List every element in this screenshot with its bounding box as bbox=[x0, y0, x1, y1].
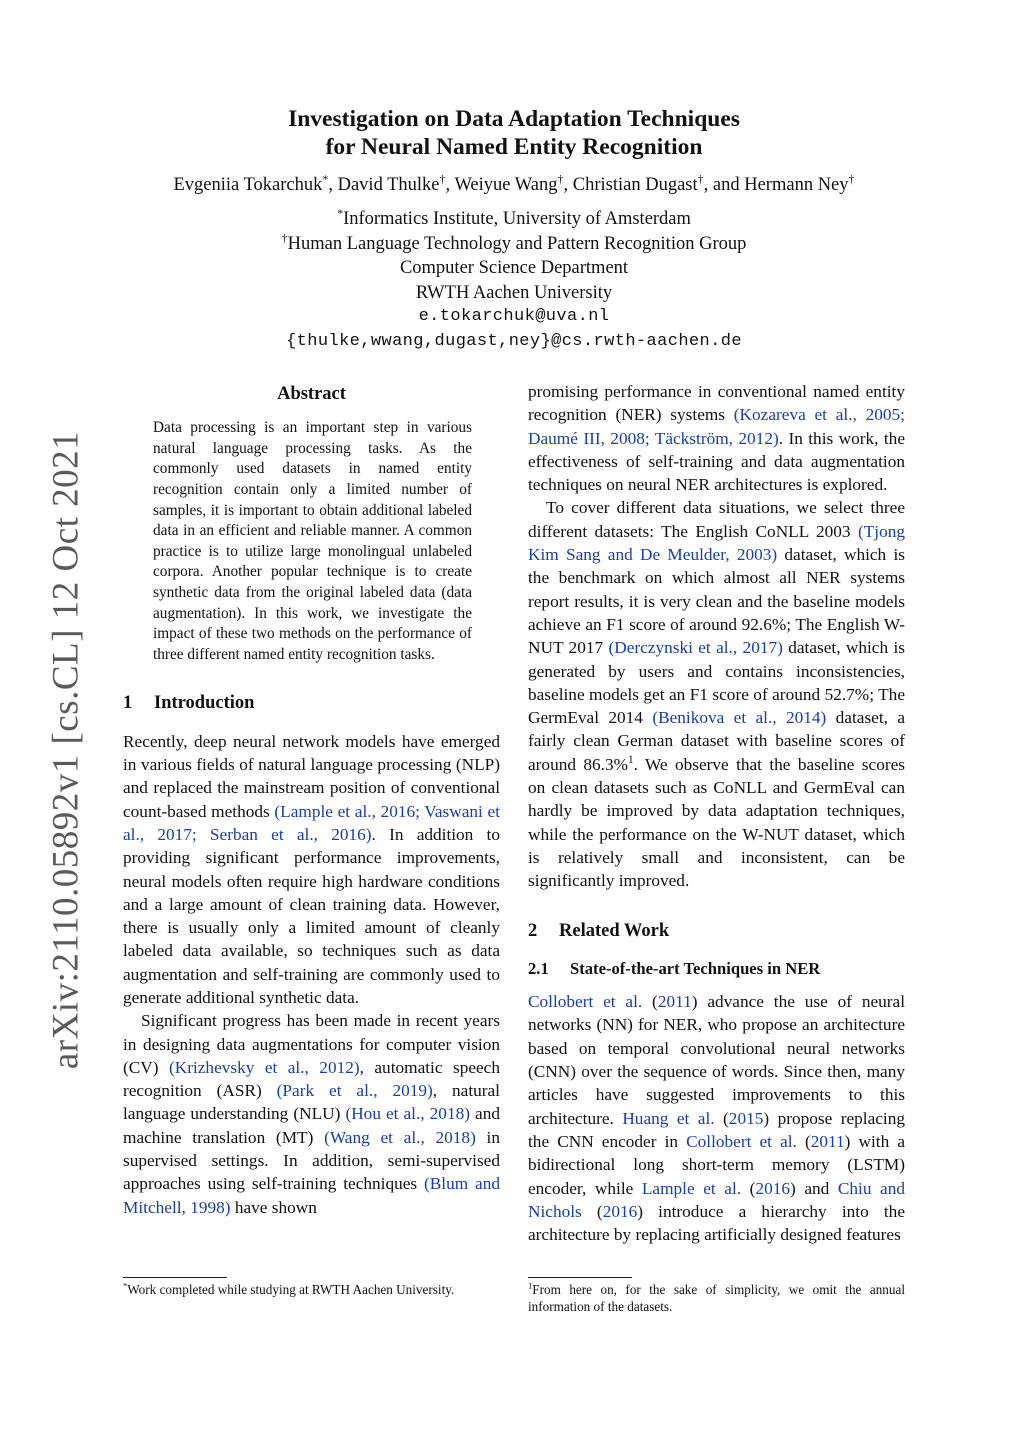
footnote-ref[interactable]: 1 bbox=[628, 753, 634, 766]
paragraph-text: , automatic speech recognition (ASR) bbox=[123, 1057, 500, 1101]
paragraph-text: promising performance in conventional named entity recognition (NER) systems bbox=[528, 382, 905, 425]
affiliation-2-mark: † bbox=[281, 230, 288, 245]
citation-link[interactable]: (Blum and Mitchell, 1998) bbox=[123, 1174, 501, 1217]
paragraph-text: ) advance the use of neural networks (NN) for NER, who propose an architecture based on temporal convolutional neural networks (CNN) over the sequence of words. Since then, many articles have suggested improvements to this architecture. bbox=[528, 992, 905, 1128]
subsection-2-1-title: State-of-the-art Techniques in NER bbox=[570, 958, 821, 978]
author-affiliation-mark: † bbox=[557, 171, 564, 186]
footnote-right-mark: 1 bbox=[528, 1280, 533, 1291]
arxiv-identifier: arXiv:2110.05892v1 [cs.CL] 12 Oct 2021 bbox=[45, 430, 87, 1070]
email-1[interactable]: e.tokarchuk@uva.nl bbox=[418, 307, 610, 326]
citation-link[interactable]: (Tjong Kim Sang and De Meulder, 2003) bbox=[528, 521, 905, 565]
paragraph-text: ( bbox=[796, 1131, 811, 1151]
university: RWTH Aachen University bbox=[415, 282, 613, 303]
citation-link[interactable]: Huang et al. bbox=[622, 1108, 715, 1128]
paragraph-text: , natural language understanding (NLU) bbox=[123, 1081, 500, 1124]
footnote-rule-left bbox=[123, 1277, 227, 1278]
title-line-1: Investigation on Data Adaptation Techniques bbox=[288, 106, 740, 132]
footnote-right bbox=[528, 1281, 905, 1315]
paragraph-text: ( bbox=[642, 992, 658, 1012]
paragraph-text: ) and bbox=[789, 1178, 838, 1198]
author-name: Evgeniia Tokarchuk bbox=[173, 175, 323, 195]
paragraph-text: ) propose replacing the CNN encoder in bbox=[528, 1108, 906, 1151]
paragraph-text: dataset, which is the benchmark on which almost all NER systems report results, it is very clean and the baseline models achieve an F1 score of around 92.6%; The English W-NUT 2017 bbox=[528, 545, 905, 658]
abstract-body: Data processing is an important step in various natural language processing tasks. As the commonly used datasets in named entity recognition contain only a limited number of samples, it is important to obtain additional labeled data in an efficient and reliable manner. A common practice is to utilize large monolingual unlabeled corpora. Another popular technique is to create synthetic data from the original labeled data (data augmentation). In this work, we investigate the impact of these two methods on the performance of three different named entity recognition tasks. bbox=[153, 419, 472, 663]
citation-link[interactable]: (Krizhevsky et al., 2012) bbox=[168, 1057, 360, 1077]
section-2-heading bbox=[528, 920, 905, 943]
citation-link[interactable]: 2011 bbox=[810, 1131, 845, 1151]
paragraph-text: ( bbox=[581, 1201, 603, 1221]
paper-header bbox=[120, 105, 908, 354]
subsection-2-1-heading bbox=[528, 957, 905, 980]
author-affiliation-mark: † bbox=[697, 171, 704, 186]
author-name: Hermann Ney bbox=[744, 175, 849, 195]
citation-link[interactable]: 2011 bbox=[657, 992, 692, 1012]
email-2[interactable]: {thulke,wwang,dugast,ney}@cs.rwth-aachen.de bbox=[286, 331, 742, 351]
citation-link[interactable]: (Park et al., 2019) bbox=[276, 1081, 433, 1101]
footnote-rule-right bbox=[528, 1277, 632, 1278]
paragraph-text: dataset, which is generated by users and contains inconsistencies, baseline models get an F1 score of around 52.7%; The GermEval 2014 bbox=[528, 638, 905, 728]
citation-link[interactable]: (Derczynski et al., 2017) bbox=[608, 638, 783, 658]
author-separator: , and bbox=[703, 175, 745, 195]
related-paragraph-1 bbox=[528, 990, 905, 1246]
paragraph-text: . In this work, the effectiveness of self-training and data augmentation techniques on neural NER architectures is explored. bbox=[528, 428, 905, 495]
footnote-left bbox=[123, 1281, 500, 1298]
author-name: Christian Dugast bbox=[572, 175, 698, 195]
author-affiliation-mark: * bbox=[322, 171, 329, 186]
paragraph-text: and machine translation (MT) bbox=[123, 1104, 500, 1147]
citation-link[interactable]: 2016 bbox=[755, 1178, 790, 1198]
right-column bbox=[528, 380, 905, 1246]
paper-title bbox=[120, 105, 908, 161]
author-separator: , bbox=[445, 175, 455, 195]
paragraph-text: Significant progress has been made in recent years in designing data augmentations for computer vision (CV) bbox=[123, 1011, 500, 1077]
affiliation-1 bbox=[120, 207, 908, 232]
title-line-2: for Neural Named Entity Recognition bbox=[325, 134, 703, 160]
section-2-number: 2 bbox=[528, 920, 538, 941]
paragraph-text: dataset, a fairly clean German dataset with baseline scores of around 86.3% bbox=[528, 708, 905, 774]
intro-paragraph-3 bbox=[528, 380, 905, 496]
affiliation-2 bbox=[120, 232, 908, 257]
citation-link[interactable]: (Lample et al., 2016; Vaswani et al., 2017; Serban et al., 2016) bbox=[123, 801, 501, 844]
author-separator: , bbox=[328, 175, 338, 195]
intro-paragraph-2 bbox=[123, 1009, 500, 1219]
paragraph-text: To cover different data situations, we select three different datasets: The English CoNLL 2003 bbox=[528, 498, 905, 541]
author-name: Weiyue Wang bbox=[454, 175, 558, 195]
section-1-number: 1 bbox=[123, 693, 133, 714]
affiliation-1-mark: * bbox=[337, 205, 344, 220]
affiliation-1-text: Informatics Institute, University of Amsterdam bbox=[343, 209, 691, 229]
citation-link[interactable]: 2016 bbox=[602, 1201, 638, 1221]
subsection-2-1-number: 2.1 bbox=[528, 958, 549, 978]
intro-paragraph-4 bbox=[528, 496, 905, 892]
author-list bbox=[120, 173, 908, 197]
author-affiliation-mark: † bbox=[848, 171, 855, 186]
left-column bbox=[123, 380, 500, 1219]
section-1-heading bbox=[123, 692, 500, 715]
citation-link[interactable]: Chiu and Nichols bbox=[528, 1178, 905, 1221]
department: Computer Science Department bbox=[399, 258, 629, 278]
paragraph-text: have shown bbox=[230, 1197, 317, 1217]
affiliation-2-text: Human Language Technology and Pattern Recognition Group bbox=[287, 233, 747, 254]
citation-link[interactable]: (Kozareva et al., 2005; Daumé III, 2008; Täckström, 2012) bbox=[528, 405, 905, 448]
author-name: David Thulke bbox=[337, 175, 440, 195]
citation-link[interactable]: Collobert et al. bbox=[528, 992, 643, 1012]
footnote-right-text: From here on, for the sake of simplicity, we omit the annual information of the datasets. bbox=[528, 1282, 905, 1314]
footnote-left-text: Work completed while studying at RWTH Aachen University. bbox=[127, 1282, 455, 1297]
paragraph-text: ) with a bidirectional long short-term memory (LSTM) encoder, while bbox=[528, 1131, 906, 1198]
paragraph-text: . In addition to providing significant performance improvements, neural models often require high hardware conditions and a large amount of clean training data. However, there is usually only a limited amount of cleanly labeled data available, so techniques such as data augmentation and self-training are commonly used to generate additional synthetic data. bbox=[123, 824, 500, 1007]
paragraph-text: ( bbox=[741, 1178, 756, 1198]
footnote-left-mark: * bbox=[123, 1280, 128, 1291]
paragraph-text: ( bbox=[714, 1108, 729, 1128]
paragraph-text: ) introduce a hierarchy into the architecture by replacing artificially designed features bbox=[528, 1201, 905, 1245]
citation-link[interactable]: Collobert et al. bbox=[686, 1131, 797, 1151]
section-1-title: Introduction bbox=[154, 693, 255, 714]
author-separator: , bbox=[563, 175, 573, 195]
paragraph-text: in supervised settings. In addition, semi-supervised approaches using self-training techniques bbox=[123, 1127, 500, 1194]
citation-link[interactable]: 2015 bbox=[728, 1108, 764, 1128]
citation-link[interactable]: (Benikova et al., 2014) bbox=[652, 708, 827, 728]
citation-link[interactable]: (Hou et al., 2018) bbox=[345, 1104, 470, 1124]
intro-paragraph-1 bbox=[123, 730, 500, 1010]
paragraph-text: . We observe that the baseline scores on clean datasets such as CoNLL and GermEval can hardly be improved by data adaptation techniques, while the performance on the W-NUT dataset, which is relatively small and inconsistent, can be significantly improved. bbox=[528, 754, 905, 891]
citation-link[interactable]: (Wang et al., 2018) bbox=[324, 1127, 476, 1147]
author-affiliation-mark: † bbox=[439, 171, 446, 186]
section-2-title: Related Work bbox=[559, 920, 670, 941]
abstract-heading: Abstract bbox=[277, 384, 346, 404]
citation-link[interactable]: Lample et al. bbox=[641, 1178, 742, 1198]
paragraph-text: Recently, deep neural network models have emerged in various fields of natural language processing (NLP) and replaced the mainstream position of conventional count-based methods bbox=[123, 731, 500, 821]
